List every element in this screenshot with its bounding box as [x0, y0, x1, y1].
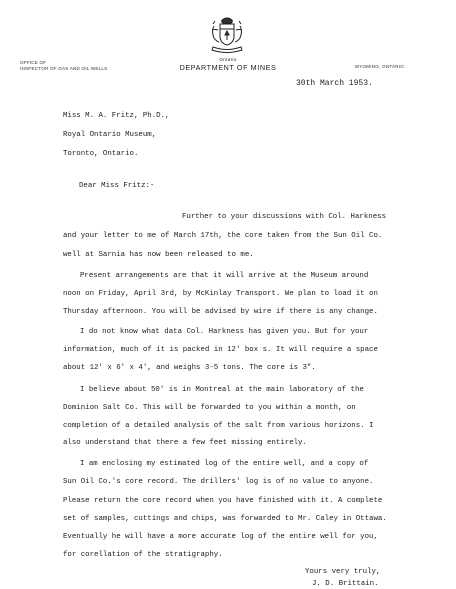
- body-line: about 12' x 6' x 4', and weighs 3-5 tons. The core is 3".: [63, 364, 316, 372]
- signature: J. D. Brittain.: [312, 580, 379, 588]
- body-line: I believe about 50' is in Montreal at the main laboratory of the: [80, 386, 364, 394]
- body-line: Further to your discussions with Col. Harkness: [182, 213, 387, 221]
- recipient-institution: Royal Ontario Museum,: [63, 131, 157, 139]
- body-line: Dominion Salt Co. This will be forwarded to you within a month, on: [63, 404, 356, 412]
- body-line: also understand that there a few feet missing entirely.: [63, 439, 307, 447]
- letterhead-department: [156, 57, 300, 72]
- letterhead-province: Ontario: [219, 57, 237, 62]
- body-line: Please return the core record when you have finished with it. A complete: [63, 497, 383, 505]
- letterhead-office: [20, 60, 140, 72]
- body-line: well at Sarnia has now been released to me.: [63, 251, 254, 259]
- closing: Yours very truly,: [305, 568, 381, 576]
- letterhead-department-name: DEPARTMENT OF MINES: [179, 63, 277, 72]
- body-line: Present arrangements are that it will arrive at the Museum around: [80, 272, 369, 280]
- letter-date: 30th March 1953.: [296, 79, 373, 88]
- body-line: I am enclosing my estimated log of the entire well, and a copy of: [80, 460, 369, 468]
- salutation: Dear Miss Fritz:-: [79, 182, 155, 190]
- body-line: Eventually he will have a more accurate log of the entire well for you,: [63, 533, 378, 541]
- body-line: information, much of it is packed in 12' box s. It will require a space: [63, 346, 378, 354]
- body-line: noon on Friday, April 3rd, by McKinlay Transport. We plan to load it on: [63, 290, 378, 298]
- body-line: for corellation of the stratigraphy.: [63, 551, 223, 559]
- body-line: set of samples, cuttings and chips, was forwarded to Mr. Caley in Ottawa.: [63, 515, 387, 523]
- body-line: and your letter to me of March 17th, the core taken from the Sun Oil Co.: [63, 232, 383, 240]
- body-line: completion of a detailed analysis of the salt from various horizons. I: [63, 422, 374, 430]
- body-line: Sun Oil Co.'s core record. The drillers' log is of no value to anyone.: [63, 478, 374, 486]
- body-line: Thursday afternoon. You will be advised by wire if there is any change.: [63, 308, 378, 316]
- letterhead-location: WYOMING, ONTARIO: [354, 64, 404, 69]
- recipient-city: Toronto, Ontario.: [63, 150, 139, 158]
- letterhead-office-title: INSPECTOR OF GAS AND OIL WELLS: [20, 66, 108, 71]
- body-line: I do not know what data Col. Harkness has given you. But for your: [80, 328, 369, 336]
- ontario-coat-of-arms-icon: [207, 14, 247, 54]
- recipient-name: Miss M. A. Fritz, Ph.D.,: [63, 112, 170, 120]
- letterhead-office-line: OFFICE OF: [20, 60, 47, 65]
